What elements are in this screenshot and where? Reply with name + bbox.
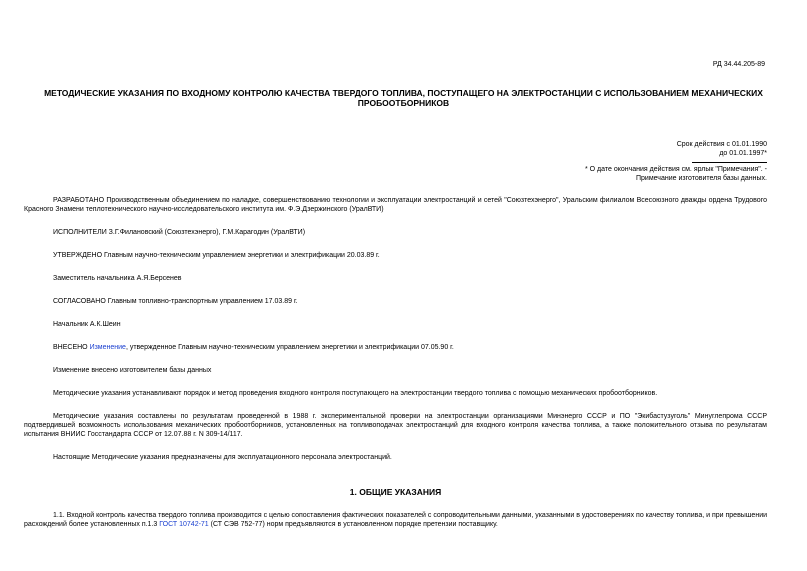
footnote-rule <box>692 162 767 163</box>
paragraph-executors: ИСПОЛНИТЕЛИ З.Г.Филановский (Союзтехэнерго), Г.М.Карагодин (УралВТИ) <box>53 229 306 236</box>
validity-start: Срок действия с 01.01.1990 <box>676 141 767 148</box>
introduced-prefix: ВНЕСЕНО <box>53 344 90 351</box>
paragraph-head: Начальник А.К.Шеин <box>53 321 121 328</box>
validity-footnote: * О дате окончания действия см. ярлык "Примечания". - <box>584 166 767 173</box>
introduced-suffix: , утвержденное Главным научно-техническим управлением энергетики и электрификации 07.05.90 г. <box>125 344 454 351</box>
change-link[interactable]: Изменение <box>89 344 126 351</box>
paragraph-1-1-suffix: (СТ СЭВ 752-77) норм предъявляются в установленном порядке претензии поставщику. <box>208 521 498 528</box>
paragraph-introduced <box>24 343 767 352</box>
paragraph-change-note: Изменение внесено изготовителем базы данных <box>53 367 212 374</box>
paragraph-purpose: Методические указания устанавливают порядок и метод проведения входного контроля поступающего на электростанции твердого топлива с помощью механических пробоотборников. <box>53 390 658 397</box>
gost-link[interactable]: ГОСТ 10742-71 <box>159 521 209 528</box>
section-title: 1. ОБЩИЕ УКАЗАНИЯ <box>349 487 442 497</box>
document-body <box>24 196 767 529</box>
document-title: МЕТОДИЧЕСКИЕ УКАЗАНИЯ ПО ВХОДНОМУ КОНТРОЛЮ КАЧЕСТВА ТВЕРДОГО ТОПЛИВА, ПОСТУПАЩЕГО НА ЭЛЕКТРОСТАНЦИИ С ИСПОЛЬЗОВАНИЕМ МЕХАНИЧЕСКИХ ПРОБООТБОРНИКОВ <box>44 88 763 108</box>
validity-footnote-source: Примечание изготовителя базы данных. <box>635 175 767 182</box>
paragraph-1-1 <box>24 511 767 529</box>
document-code: РД 34.44.205-89 <box>712 61 765 68</box>
paragraph-basis: Методические указания составлены по результатам проведенной в 1988 г. экспериментальной проверки на электростанции организациями Минэнерго СССР и ПО "Экибастузуголь" Минуглепрома СССР подтвердившей возможность использования механических пробоотборников, установленных на топливоподачах электростанций для входного контроля качества топлива, а также положительного отзыва по результатам испытания ВНИИС Госстандарта СССР от 12.07.88 г. N 309-14/117. <box>24 413 767 438</box>
validity-end: до 01.01.1997* <box>719 150 767 157</box>
paragraph-intended: Настоящие Методические указания предназначены для эксплуатационного персонала электростанций. <box>53 454 392 461</box>
paragraph-approved: УТВЕРЖДЕНО Главным научно-техническим управлением энергетики и электрификации 20.03.89 г. <box>53 252 380 259</box>
paragraph-1-1-prefix: 1.1. Входной контроль качества твердого топлива производится с целью сопоставления фактических показателей с сопроводительными данными, указанными в удостоверениях по качеству топлива, и при превышении расхождений более установленных п.1.3 <box>24 512 768 528</box>
paragraph-agreed: СОГЛАСОВАНО Главным топливно-транспортным управлением 17.03.89 г. <box>53 298 298 305</box>
validity-block <box>585 140 767 183</box>
paragraph-developed: РАЗРАБОТАНО Производственным объединением по наладке, совершенствованию технологии и эксплуатации электростанций и сетей "Союзтехэнерго", Уральским филиалом Всесоюзного дважды ордена Трудового Красного Знамени теплотехнического научно-исследовательского института им. Ф.Э.Дзержинского (УралВТИ) <box>24 197 767 213</box>
paragraph-deputy: Заместитель начальника А.Я.Берсенев <box>53 275 182 282</box>
